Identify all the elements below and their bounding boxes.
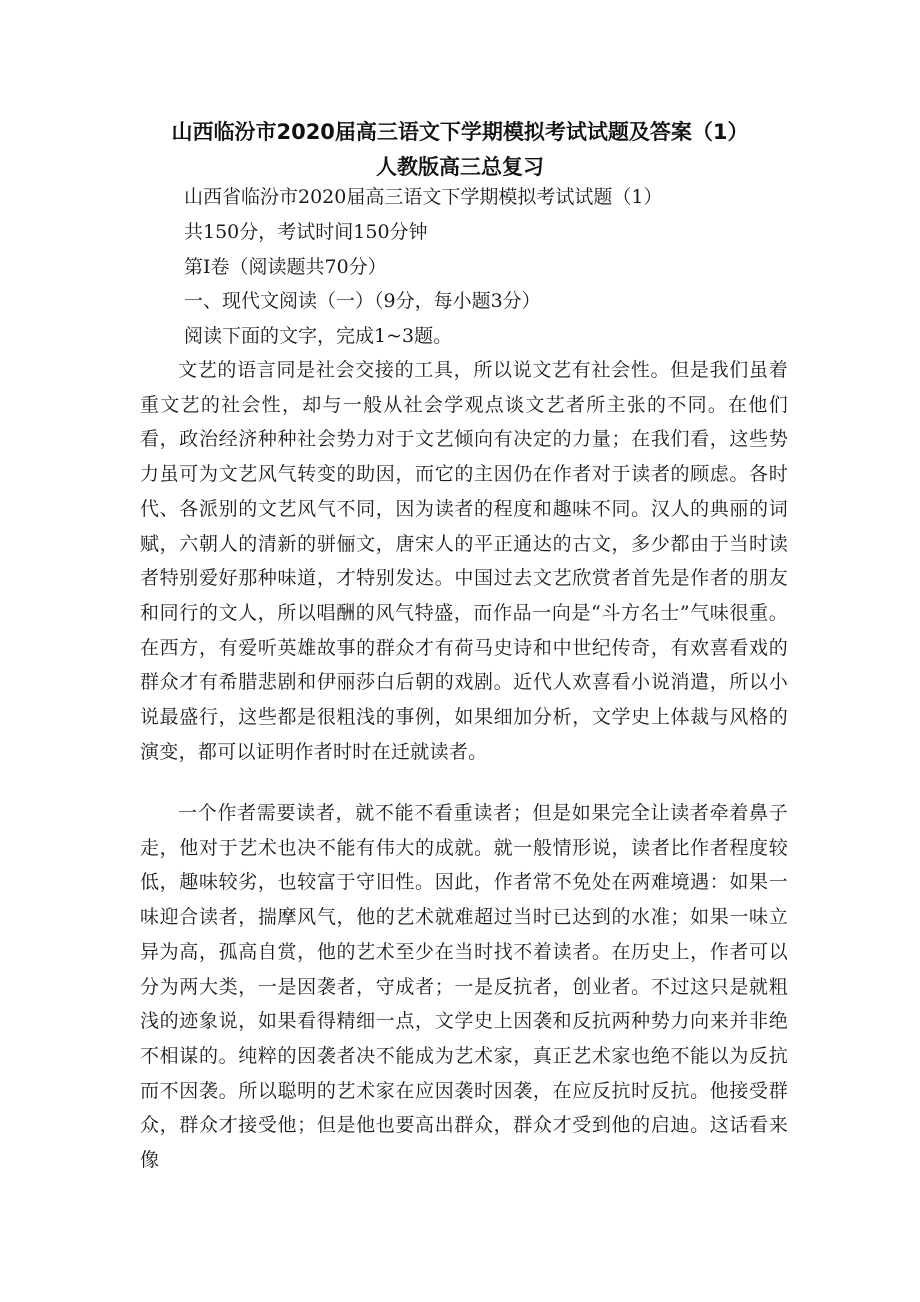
reading-instruction: 阅读下面的文字，完成1~3题。 <box>184 325 453 347</box>
passage-paragraph-2: 一个作者需要读者，就不能不看重读者；但是如果完全让读者牵着鼻子走，他对于艺术也决不能有伟大的成就。就一般情形说，读者比作者程度较低，趣味较劣，也较富于守旧性。因此，作者常不免处在两难境遇：如果一味迎合读者，揣摩风气，他的艺术就难超过当时已达到的水准；如果一味立异为高，孤高自赏，他的艺术至少在当时找不着读者。在历史上，作者可以分为两大类，一是因袭者，守成者；一是反抗者，创业者。不过这只是就粗浅的迹象说，如果看得精细一点，文学史上因袭和反抗两种势力向来并非绝不相谋的。纯粹的因袭者决不能成为艺术家，真正艺术家也绝不能以为反抗而不因袭。所以聪明的艺术家在应因袭时因袭，在应反抗时反抗。他接受群众，群众才接受他；但是他也要高出群众，群众才受到他的启迪。这话看来像 <box>140 802 788 1172</box>
exam-subtitle: 山西省临汾市2020届高三语文下学期模拟考试试题（1） <box>184 186 663 208</box>
exam-info: 共150分，考试时间150分钟 <box>184 221 428 243</box>
passage-paragraph-1: 文艺的语言同是社会交接的工具，所以说文艺有社会性。但是我们虽着重文艺的社会性，却与一般从社会学观点谈文艺者所主张的不同。在他们看，政治经济种种社会势力对于文艺倾向有决定的力量；在我们看，这些势力虽可为文艺风气转变的助因，而它的主因仍在作者对于读者的顾虑。各时代、各派别的文艺风气不同，因为读者的程度和趣味不同。汉人的典丽的词赋，六朝人的清新的骈俪文，唐宋人的平正通达的古文，多少都由于当时读者特别爱好那种味道，才特别发达。中国过去文艺欣赏者首先是作者的朋友和同行的文人，所以唱酬的风气特盛，而作品一向是“斗方名士”气味很重。在西方，有爱听英雄故事的群众才有荷马史诗和中世纪传奇，有欢喜看戏的群众才有希腊悲剧和伊丽莎白后朝的戏剧。近代人欢喜看小说消遣，所以小说最盛行，这些都是很粗浅的事例，如果细加分析，文学史上体裁与风格的演变，都可以证明作者时时在迁就读者。 <box>140 359 788 763</box>
document-title-line-1: 山西临汾市2020届高三语文下学期模拟考试试题及答案（1） <box>171 120 749 144</box>
document-title-line-2: 人教版高三总复习 <box>376 155 544 179</box>
volume-heading: 第Ⅰ卷（阅读题共70分） <box>184 256 387 278</box>
section-heading: 一、现代文阅读（一）（9分，每小题3分） <box>184 290 541 312</box>
